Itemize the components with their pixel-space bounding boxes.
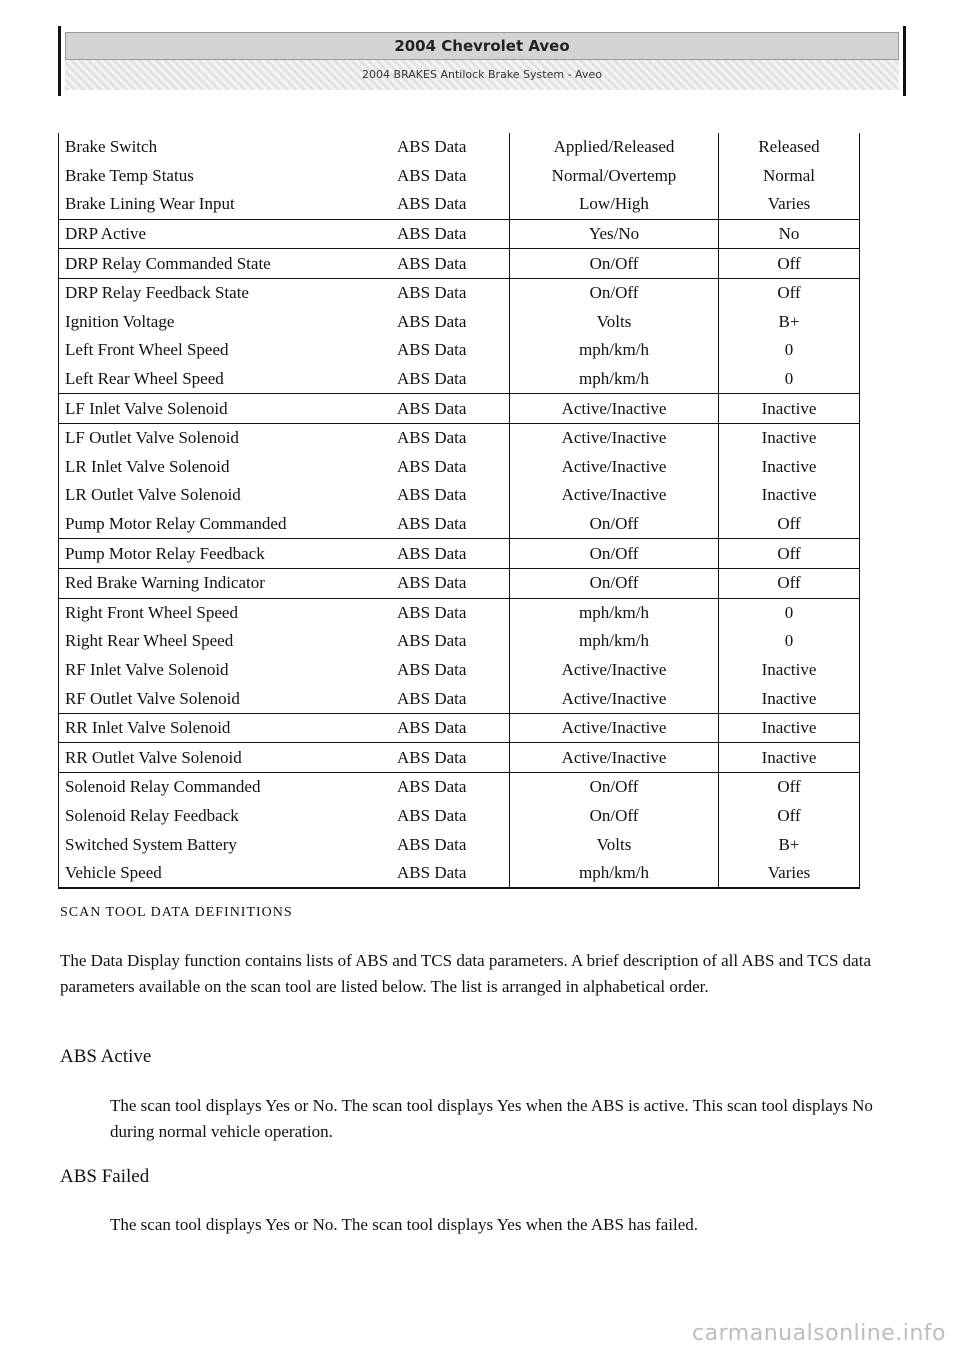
data-source-cell: ABS Data xyxy=(397,514,467,534)
units-cell: mph/km/h xyxy=(510,365,719,394)
data-source-cell: ABS Data xyxy=(397,688,467,708)
definition-text: The scan tool displays Yes or No. The scan tool displays Yes when the ABS has failed. xyxy=(110,1215,699,1234)
parameter-name-cell: Right Front Wheel Speed xyxy=(59,598,388,627)
table-row xyxy=(59,684,860,713)
units-cell: mph/km/h xyxy=(510,859,719,889)
data-source-cell: ABS Data xyxy=(397,369,467,389)
table-row xyxy=(59,802,860,831)
parameter-name-cell: Solenoid Relay Commanded xyxy=(59,773,388,802)
units-cell: On/Off xyxy=(510,510,719,539)
typical-value-cell: Off xyxy=(719,773,860,802)
data-source-cell: ABS Data xyxy=(387,539,510,569)
data-source-cell: ABS Data xyxy=(387,859,510,889)
definition-text: The scan tool displays Yes or No. The scan tool displays Yes when the ABS is active. This scan tool displays No during normal vehicle operation. xyxy=(110,1096,873,1141)
parameter-name-cell: Pump Motor Relay Feedback xyxy=(59,539,388,569)
table-row xyxy=(59,219,860,249)
site-watermark: carmanualsonline.info xyxy=(692,1321,946,1346)
table-row xyxy=(59,423,860,452)
table-row xyxy=(59,656,860,685)
table-row xyxy=(59,249,860,279)
document-subtitle: 2004 BRAKES Antilock Brake System - Aveo xyxy=(65,60,899,90)
typical-value-cell: Inactive xyxy=(719,743,860,773)
typical-value-cell: 0 xyxy=(719,627,860,656)
units-cell: Active/Inactive xyxy=(510,423,719,452)
units-cell: On/Off xyxy=(510,568,719,598)
typical-value-cell: Normal xyxy=(719,162,860,191)
data-source-cell: ABS Data xyxy=(387,568,510,598)
table-row xyxy=(59,539,860,569)
parameter-name-cell: Right Rear Wheel Speed xyxy=(59,627,388,656)
parameter-name-cell: RR Outlet Valve Solenoid xyxy=(59,743,388,773)
parameter-name-cell: Left Rear Wheel Speed xyxy=(59,365,388,394)
parameter-name-cell: DRP Relay Feedback State xyxy=(59,278,388,307)
data-source-cell: ABS Data xyxy=(397,485,467,505)
data-source-cell: ABS Data xyxy=(387,249,510,279)
section-heading: SCAN TOOL DATA DEFINITIONS xyxy=(60,905,293,920)
typical-value-cell: Varies xyxy=(719,859,860,889)
table-row xyxy=(59,773,860,802)
units-cell: Active/Inactive xyxy=(510,481,719,510)
data-source-cell: ABS Data xyxy=(397,165,467,185)
table-row xyxy=(59,133,860,162)
units-cell: Low/High xyxy=(510,190,719,219)
data-source-cell: ABS Data xyxy=(387,394,510,424)
header-right-rule xyxy=(903,26,906,96)
typical-value-cell: Off xyxy=(719,568,860,598)
parameter-name-cell: Switched System Battery xyxy=(59,830,388,859)
table-row xyxy=(59,510,860,539)
typical-value-cell: 0 xyxy=(719,598,860,627)
units-cell: On/Off xyxy=(510,539,719,569)
units-cell: Active/Inactive xyxy=(510,656,719,685)
units-cell: Normal/Overtemp xyxy=(510,162,719,191)
typical-value-cell: B+ xyxy=(719,308,860,337)
parameter-name-cell: RR Inlet Valve Solenoid xyxy=(59,713,388,743)
units-cell: mph/km/h xyxy=(510,598,719,627)
data-source-cell: ABS Data xyxy=(387,773,510,802)
data-source-cell: ABS Data xyxy=(387,219,510,249)
typical-value-cell: Inactive xyxy=(719,713,860,743)
scan-tool-data-table xyxy=(58,133,860,889)
table-row xyxy=(59,568,860,598)
data-source-cell: ABS Data xyxy=(387,278,510,307)
document-header xyxy=(58,26,906,96)
table-row xyxy=(59,308,860,337)
parameter-name-cell: Brake Lining Wear Input xyxy=(59,190,388,219)
data-source-cell: ABS Data xyxy=(397,311,467,331)
header-left-rule xyxy=(58,26,61,96)
typical-value-cell: Inactive xyxy=(719,453,860,482)
data-source-cell: ABS Data xyxy=(387,598,510,627)
units-cell: Volts xyxy=(510,308,719,337)
typical-value-cell: Inactive xyxy=(719,423,860,452)
units-cell: Active/Inactive xyxy=(510,394,719,424)
table-row xyxy=(59,162,860,191)
table-row xyxy=(59,336,860,365)
typical-value-cell: Inactive xyxy=(719,481,860,510)
typical-value-cell: Varies xyxy=(719,190,860,219)
parameter-name-cell: LR Inlet Valve Solenoid xyxy=(59,453,388,482)
definition-term: ABS Active xyxy=(60,1046,152,1067)
typical-value-cell: Inactive xyxy=(719,656,860,685)
definition-term: ABS Failed xyxy=(60,1166,150,1187)
parameter-name-cell: DRP Active xyxy=(59,219,388,249)
table-row xyxy=(59,394,860,424)
data-source-cell: ABS Data xyxy=(387,423,510,452)
data-source-cell: ABS Data xyxy=(397,659,467,679)
section-intro: The Data Display function contains lists of ABS and TCS data parameters. A brief description of all ABS and TCS data parameters available on the scan tool are listed below. The list is arranged in alphabetical order. xyxy=(60,951,871,996)
typical-value-cell: B+ xyxy=(719,830,860,859)
typical-value-cell: Off xyxy=(719,802,860,831)
units-cell: Active/Inactive xyxy=(510,453,719,482)
table-row xyxy=(59,627,860,656)
typical-value-cell: 0 xyxy=(719,336,860,365)
units-cell: Volts xyxy=(510,830,719,859)
data-source-cell: ABS Data xyxy=(397,456,467,476)
parameter-name-cell: DRP Relay Commanded State xyxy=(59,249,388,279)
data-source-cell: ABS Data xyxy=(397,631,467,651)
data-source-cell: ABS Data xyxy=(397,834,467,854)
units-cell: mph/km/h xyxy=(510,627,719,656)
data-source-cell: ABS Data xyxy=(397,805,467,825)
table-row xyxy=(59,365,860,394)
table-row xyxy=(59,278,860,307)
data-source-cell: ABS Data xyxy=(397,137,467,157)
units-cell: Active/Inactive xyxy=(510,743,719,773)
typical-value-cell: Off xyxy=(719,278,860,307)
table-row xyxy=(59,453,860,482)
table-row xyxy=(59,830,860,859)
parameter-name-cell: LF Inlet Valve Solenoid xyxy=(59,394,388,424)
parameter-name-cell: LR Outlet Valve Solenoid xyxy=(59,481,388,510)
typical-value-cell: Inactive xyxy=(719,684,860,713)
units-cell: On/Off xyxy=(510,802,719,831)
typical-value-cell: Released xyxy=(719,133,860,162)
table-row xyxy=(59,190,860,219)
parameter-name-cell: Vehicle Speed xyxy=(59,859,388,889)
parameter-name-cell: Red Brake Warning Indicator xyxy=(59,568,388,598)
parameter-name-cell: Brake Switch xyxy=(59,133,388,162)
parameter-name-cell: Pump Motor Relay Commanded xyxy=(59,510,388,539)
units-cell: Applied/Released xyxy=(510,133,719,162)
table-row xyxy=(59,598,860,627)
units-cell: On/Off xyxy=(510,249,719,279)
parameter-name-cell: Solenoid Relay Feedback xyxy=(59,802,388,831)
units-cell: Yes/No xyxy=(510,219,719,249)
parameter-name-cell: RF Inlet Valve Solenoid xyxy=(59,656,388,685)
units-cell: mph/km/h xyxy=(510,336,719,365)
table-row xyxy=(59,481,860,510)
units-cell: Active/Inactive xyxy=(510,713,719,743)
data-source-cell: ABS Data xyxy=(387,743,510,773)
data-source-cell: ABS Data xyxy=(387,713,510,743)
typical-value-cell: Off xyxy=(719,539,860,569)
table-row xyxy=(59,713,860,743)
units-cell: On/Off xyxy=(510,773,719,802)
typical-value-cell: No xyxy=(719,219,860,249)
parameter-name-cell: RF Outlet Valve Solenoid xyxy=(59,684,388,713)
data-source-cell: ABS Data xyxy=(397,340,467,360)
document-title: 2004 Chevrolet Aveo xyxy=(65,32,899,60)
parameter-name-cell: LF Outlet Valve Solenoid xyxy=(59,423,388,452)
typical-value-cell: Off xyxy=(719,510,860,539)
table-row xyxy=(59,859,860,889)
parameter-name-cell: Left Front Wheel Speed xyxy=(59,336,388,365)
typical-value-cell: Off xyxy=(719,249,860,279)
parameter-name-cell: Ignition Voltage xyxy=(59,308,388,337)
typical-value-cell: Inactive xyxy=(719,394,860,424)
units-cell: On/Off xyxy=(510,278,719,307)
data-source-cell: ABS Data xyxy=(397,194,467,214)
parameter-name-cell: Brake Temp Status xyxy=(59,162,388,191)
units-cell: Active/Inactive xyxy=(510,684,719,713)
table-row xyxy=(59,743,860,773)
typical-value-cell: 0 xyxy=(719,365,860,394)
